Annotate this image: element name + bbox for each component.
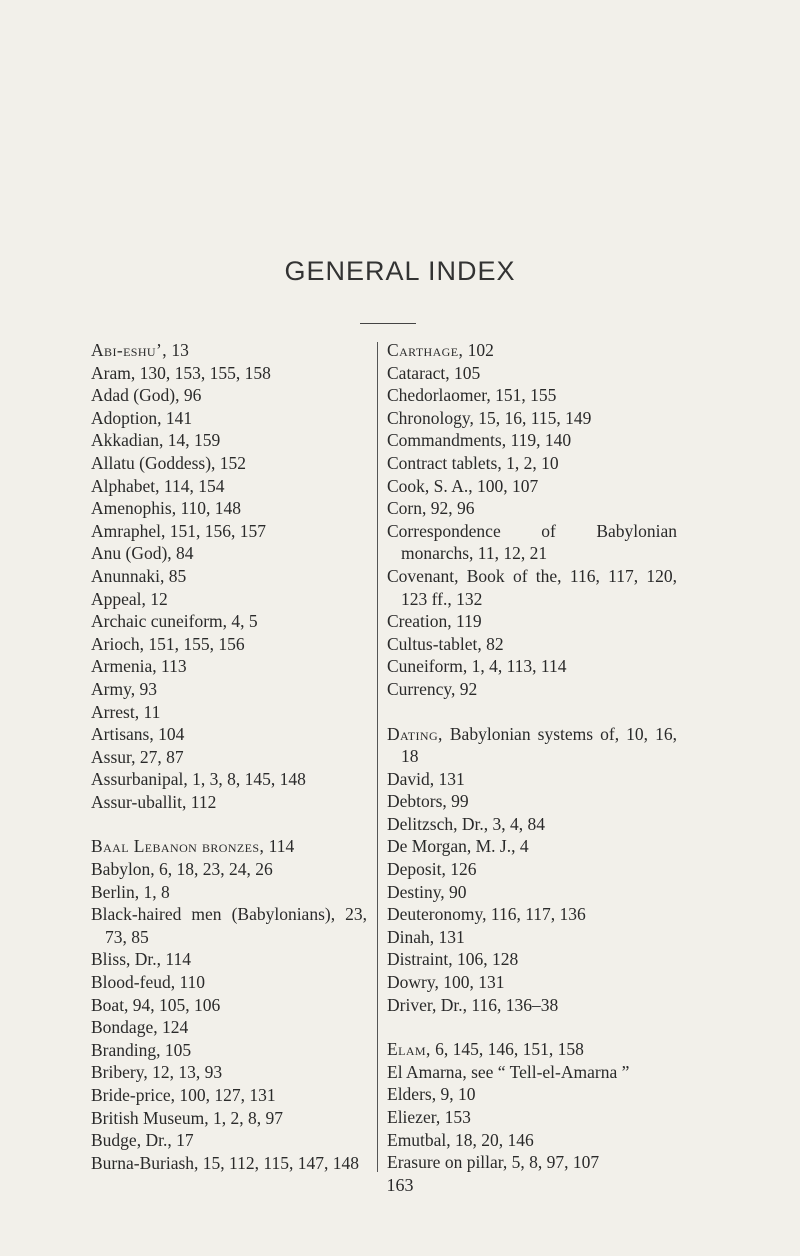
index-entry: Berlin, 1, 8 [91, 881, 170, 902]
index-entry: Corn, 92, 96 [387, 498, 475, 519]
entry-pages: 102 [463, 340, 494, 360]
index-entry: Appeal, 12 [91, 588, 168, 609]
left-index-column [91, 339, 367, 1174]
index-entry: Currency, 92 [387, 678, 478, 699]
entry-heading: Abi-eshu’, [91, 340, 168, 360]
page-number: 163 [386, 1175, 414, 1195]
index-entry: Dinah, 131 [387, 926, 465, 947]
index-entry: Bondage, 124 [91, 1017, 189, 1038]
title-rule [360, 323, 416, 324]
index-entry [387, 339, 677, 362]
index-entry: De Morgan, M. J., 4 [387, 836, 529, 857]
entry-pages: 13 [167, 340, 189, 360]
index-entry: Assur-uballit, 112 [91, 791, 217, 812]
index-entry: Blood-feud, 110 [91, 972, 206, 993]
column-divider [377, 342, 378, 1172]
index-entry: Delitzsch, Dr., 3, 4, 84 [387, 813, 545, 834]
index-entry: Driver, Dr., 116, 136–38 [387, 994, 559, 1015]
index-entry: Cultus-tablet, 82 [387, 633, 504, 654]
index-entry: Aram, 130, 153, 155, 158 [91, 362, 271, 383]
index-entry: Amenophis, 110, 148 [91, 498, 242, 519]
index-entry: Commandments, 119, 140 [387, 430, 572, 451]
entry-heading: Baal Lebanon bronzes, [91, 836, 265, 857]
index-entry: Boat, 94, 105, 106 [91, 994, 221, 1015]
index-entry: Burna-Buriash, 15, 112, 115, 147, 148 [91, 1152, 359, 1173]
index-entry: Adad (God), 96 [91, 385, 202, 406]
index-entry: Allatu (Goddess), 152 [91, 452, 247, 473]
index-entry [91, 339, 367, 362]
page-title: GENERAL INDEX [284, 256, 516, 286]
index-entry [387, 723, 677, 768]
index-entry: Budge, Dr., 17 [91, 1130, 194, 1151]
index-entry: Anunnaki, 85 [91, 565, 187, 586]
index-entry: Bribery, 12, 13, 93 [91, 1062, 223, 1083]
index-entry: Bride-price, 100, 127, 131 [91, 1085, 276, 1105]
index-entry: Dowry, 100, 131 [387, 972, 505, 993]
index-entry: Black-haired men (Babylonians), 23, 73, 85 [91, 904, 367, 947]
index-entry: Contract tablets, 1, 2, 10 [387, 452, 559, 473]
index-entry: Cook, S. A., 100, 107 [387, 475, 539, 496]
index-entry: Armenia, 113 [91, 656, 187, 677]
index-entry: Eliezer, 153 [387, 1107, 471, 1127]
index-entry: Covenant, Book of the, 116, 117, 120, 123 ff., 132 [387, 565, 677, 609]
index-entry: Adoption, 141 [91, 407, 193, 428]
index-entry: Branding, 105 [91, 1039, 192, 1060]
index-entry: El Amarna, see “ Tell-el-Amarna ” [387, 1061, 630, 1082]
index-entry: Erasure on pillar, 5, 8, 97, 107 [387, 1152, 600, 1173]
index-entry: Emutbal, 18, 20, 146 [387, 1129, 534, 1150]
index-entry: Destiny, 90 [387, 881, 467, 902]
index-entry: Arrest, 11 [91, 701, 161, 722]
index-entry: Chronology, 15, 16, 115, 149 [387, 407, 592, 428]
entry-heading: Dating, [387, 723, 443, 744]
index-entry: Archaic cuneiform, 4, 5 [91, 611, 258, 632]
index-entry: Anu (God), 84 [91, 543, 194, 564]
index-entry: Akkadian, 14, 159 [91, 430, 221, 451]
index-entry: Distraint, 106, 128 [387, 949, 519, 970]
index-entry: Artisans, 104 [91, 724, 185, 745]
entry-pages: Babylonian systems of, 10, 16, 18 [401, 723, 677, 767]
index-entry: David, 131 [387, 768, 465, 789]
entry-pages: 114 [264, 836, 295, 857]
index-entry: Cuneiform, 1, 4, 113, 114 [387, 656, 567, 677]
index-entry: Deposit, 126 [387, 859, 477, 880]
entry-pages: 6, 145, 146, 151, 158 [430, 1039, 584, 1060]
index-entry: Elders, 9, 10 [387, 1084, 476, 1105]
index-entry: Army, 93 [91, 678, 157, 699]
index-entry: Assurbanipal, 1, 3, 8, 145, 148 [91, 769, 306, 790]
index-entry: British Museum, 1, 2, 8, 97 [91, 1107, 284, 1128]
index-entry: Creation, 119 [387, 611, 482, 632]
index-entry: Cataract, 105 [387, 362, 481, 383]
right-index-column [387, 339, 677, 1174]
index-entry: Alphabet, 114, 154 [91, 475, 225, 496]
index-entry: Debtors, 99 [387, 791, 469, 812]
index-entry: Assur, 27, 87 [91, 746, 184, 767]
index-entry: Amraphel, 151, 156, 157 [91, 520, 266, 541]
index-entry: Arioch, 151, 155, 156 [91, 633, 245, 654]
index-entry: Deuteronomy, 116, 117, 136 [387, 904, 586, 925]
index-entry: Babylon, 6, 18, 23, 24, 26 [91, 859, 273, 880]
index-entry: Bliss, Dr., 114 [91, 949, 191, 970]
index-entry [91, 835, 367, 858]
entry-heading: Carthage, [387, 340, 464, 360]
index-entry [387, 1038, 677, 1061]
index-entry: Chedorlaomer, 151, 155 [387, 385, 557, 406]
index-entry: Correspondence of Babylonian monarchs, 11, 12, 21 [387, 520, 677, 564]
entry-heading: Elam, [387, 1039, 431, 1060]
